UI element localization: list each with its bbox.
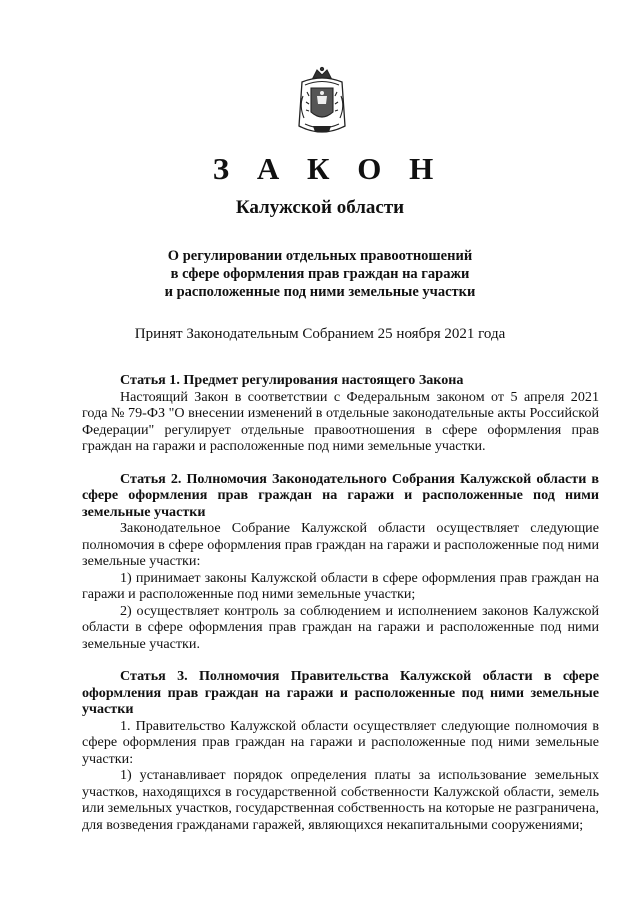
article-paragraph: 1. Правительство Калужской области осуществляет следующие полномочия в сфере оформления прав граждан на гаражи и расположенные под ними земельные участки: xyxy=(82,717,599,767)
article-heading: Статья 3. Полномочия Правительства Калужской области в сфере оформления прав граждан на гаражи и расположенные под ними земельные участки xyxy=(82,668,599,717)
article-heading: Статья 1. Предмет регулирования настоящего Закона xyxy=(120,372,464,388)
coat-of-arms-icon xyxy=(293,66,351,140)
adoption-date: Принят Законодательным Собранием 25 ноября 2021 года xyxy=(134,326,506,342)
article-paragraph: 1) устанавливает порядок определения платы за использование земельных участков, находящихся в государственной собственности Калужской области, земель или земельных участков, государственная собственность на которые не разграничена, для возведения гражданами гаражей, являющихся некапитальными сооружениями; xyxy=(82,767,599,833)
law-subject-line: и расположенные под ними земельные участки xyxy=(164,284,476,300)
article-paragraph: Настоящий Закон в соответствии с Федеральным законом от 5 апреля 2021 года № 79-ФЗ "О внесении изменений в отдельные законодательные акты Российской Федерации" регулирует отдельные правоотношения в сфере оформления прав граждан на гаражи и расположенные под ними земельные участки. xyxy=(82,388,599,454)
law-subject-line: в сфере оформления прав граждан на гаражи xyxy=(170,266,470,282)
document-type-title: З А К О Н xyxy=(212,151,444,186)
law-subject xyxy=(0,247,640,301)
article-1 xyxy=(82,372,599,455)
region-title: Калужской области xyxy=(235,197,405,218)
law-subject-line: О регулировании отдельных правоотношений xyxy=(167,248,473,264)
article-paragraph: Законодательное Собрание Калужской области осуществляет следующие полномочия в сфере оформления прав граждан на гаражи и расположенные под ними земельные участки: xyxy=(82,520,599,569)
article-3 xyxy=(82,668,599,833)
article-paragraph: 2) осуществляет контроль за соблюдением и исполнением законов Калужской области в сфере оформления прав граждан на гаражи и расположенные под ними земельные участки. xyxy=(82,602,599,652)
article-paragraph: 1) принимает законы Калужской области в сфере оформления прав граждан на гаражи и расположенные под ними земельные участки; xyxy=(82,569,599,602)
article-2 xyxy=(82,471,599,653)
law-body xyxy=(82,372,599,849)
article-heading: Статья 2. Полномочия Законодательного Собрания Калужской области в сфере оформления прав граждан на гаражи и расположенные под ними земельные участки xyxy=(82,470,599,520)
